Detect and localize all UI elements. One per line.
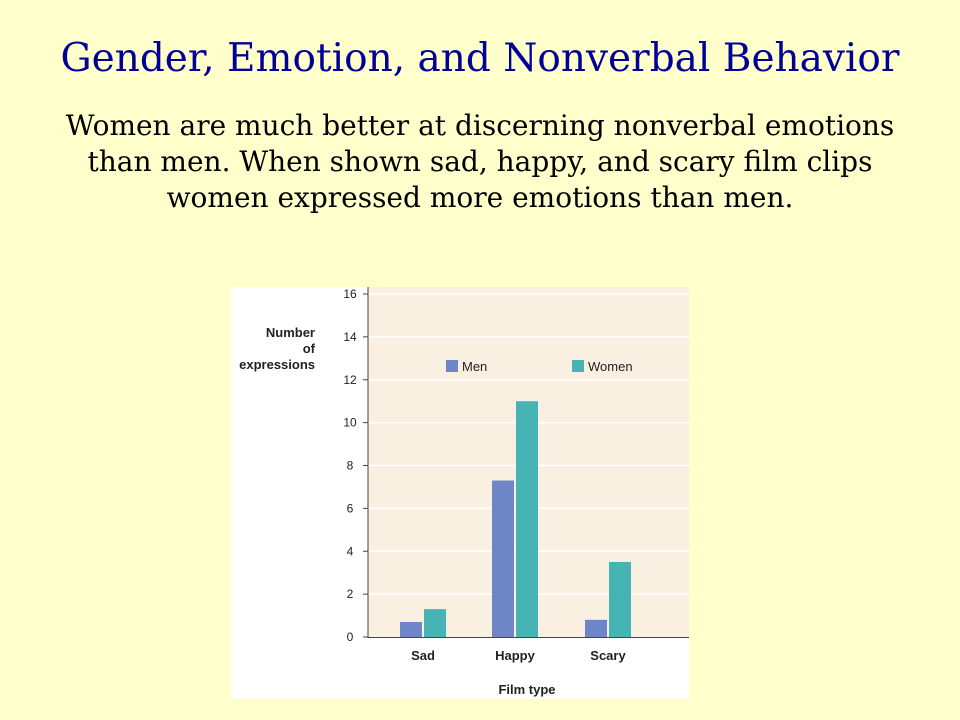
bar-women-scary: [609, 562, 631, 637]
x-category-label: Sad: [411, 648, 435, 663]
y-tick-label: 16: [343, 287, 357, 301]
bar-men-sad: [400, 622, 422, 637]
y-axis-label-line-1: Number: [265, 325, 315, 340]
slide-body-text: Women are much better at discerning nonverbal emotions than men. When shown sad, happy, and scary film clips women expressed more emotions than men.: [65, 109, 895, 214]
legend-label-men: Men: [462, 359, 488, 374]
y-axis-label-line-2: of: [302, 341, 315, 356]
legend-swatch-women: [572, 360, 584, 372]
y-tick-label: 0: [346, 630, 354, 644]
y-tick-label: 8: [346, 458, 354, 473]
legend-label-women: Women: [588, 359, 633, 374]
x-category-label: Scary: [590, 648, 626, 663]
y-tick-label: 6: [346, 501, 354, 516]
y-axis-label-line-3: expressions: [239, 357, 315, 372]
bar-women-happy: [516, 401, 538, 637]
bar-women-sad: [424, 609, 446, 637]
y-tick-label: 4: [346, 544, 354, 559]
y-tick-label: 14: [343, 329, 357, 344]
slide-title: Gender, Emotion, and Nonverbal Behavior: [60, 36, 900, 81]
bar-men-happy: [492, 481, 514, 637]
bar-chart: [231, 287, 689, 699]
y-tick-label: 12: [343, 372, 357, 387]
bar-men-scary: [585, 620, 607, 637]
x-category-label: Happy: [495, 648, 535, 663]
bar-chart-figure: [231, 287, 689, 699]
y-tick-label: 2: [346, 587, 354, 602]
y-tick-label: 10: [343, 415, 357, 430]
x-axis-label: Film type: [498, 682, 556, 697]
legend-swatch-men: [446, 360, 458, 372]
